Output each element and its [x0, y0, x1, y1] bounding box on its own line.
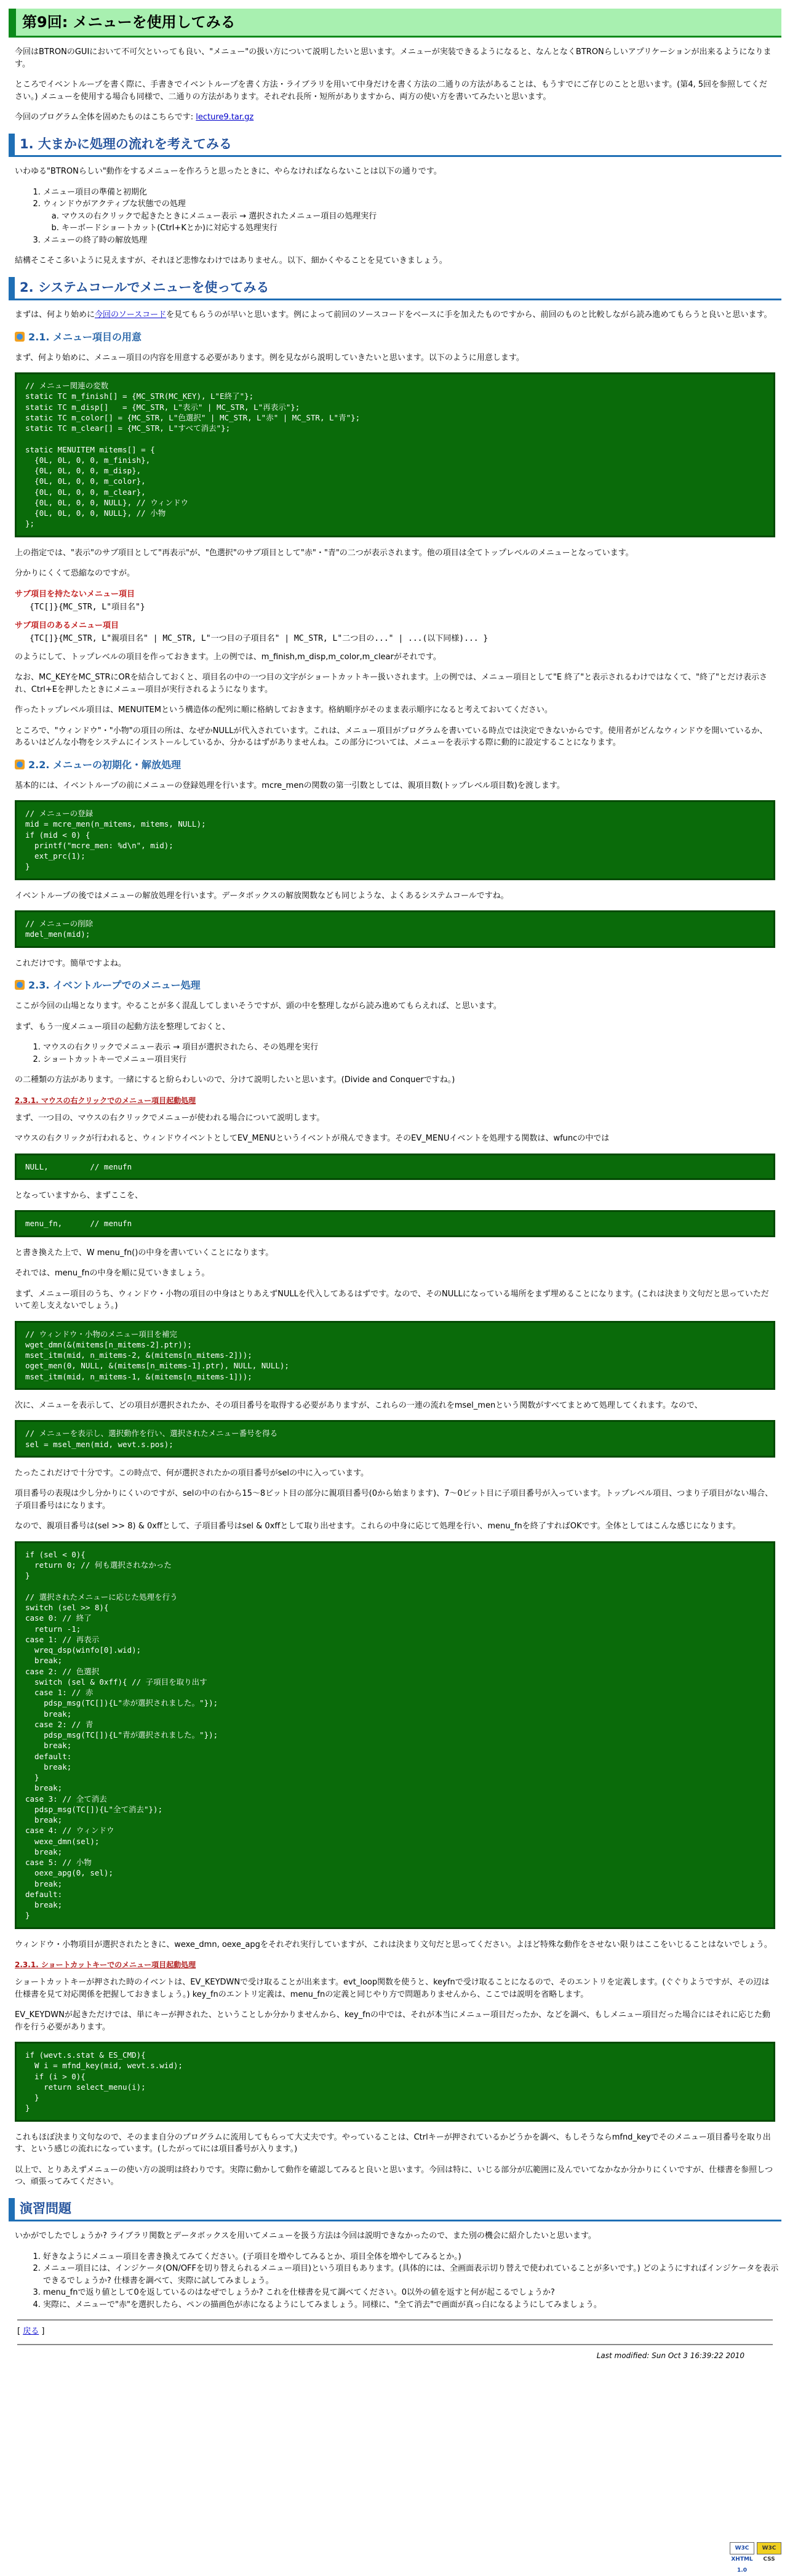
subsubsection-mouse-heading: 2.3.1. マウスの右クリックでのメニュー項目起動処理	[15, 1096, 196, 1105]
source-line-prefix: 今回のプログラム全体を固めたものはこちらです:	[15, 113, 196, 122]
paragraph: EV_KEYDWNが起きただけでは、単にキーが押された、ということしか分かりませんから、key_fnの中では、それが本当にメニュー項目だったか、などを調べ、もしメニュー項目だった場合にはそれに応じた動作を行う必要があります。	[15, 2010, 770, 2032]
code-block: // メニューの削除 mdel_men(mid);	[15, 910, 775, 948]
substep-item: a. マウスの右クリックで起きたときにメニュー表示 → 選択されたメニュー項目の処理実行	[62, 211, 781, 223]
section-1-heading: 1. 大まかに処理の流れを考えてみる	[9, 134, 781, 158]
code-block: menu_fn, // menufn	[15, 1210, 775, 1237]
back-nav: [ 戻る ]	[17, 2327, 45, 2336]
note-title: サブ項目のあるメニュー項目	[15, 620, 119, 630]
source-code-link[interactable]: 今回のソースコード	[95, 310, 167, 319]
exercises-lead: いかがでしたでしょうか? ライブラリ関数とデータボックスを用いてメニューを扱う方法は今回は説明できなかったので、また別の機会に紹介したいと思います。	[15, 2231, 596, 2241]
subsection-2-1-heading	[9, 330, 781, 345]
paragraph: となっていますから、まずここを、	[15, 1190, 143, 1200]
paragraph: これだけです。簡単ですよね。	[15, 958, 126, 968]
section-2-lead	[9, 309, 781, 321]
paragraph: まず、メニュー項目のうち、ウィンドウ・小物の項目の中身はとりあえずNULLを代入してあるはずです。なので、そのNULLになっている場所をまず埋めることになります。(これは決まり文句だと思っていただいて差し支えないでしょう。)	[15, 1289, 769, 1310]
intro-paragraph-2: ところでイベントループを書く際に、手書きでイベントループを書く方法・ライブラリを用いて中身だけを書く方法の二通りの方法があることは、もうすでにご存じのことと思います。(第4, 5回を参照してください。) メニューを使用する場合も同様で、二通りの方法があります。それぞれ長所・短所がありますから、両方の使い方を書いてみたいと思います。	[15, 80, 768, 102]
exercise-item: 1. 好きなようにメニュー項目を書き換えてみてください。(子項目を増やしてみるとか、項目全体を増やしてみるとか。)	[43, 2251, 781, 2263]
paragraph: ウィンドウ・小物項目が選択されたときに、wexe_dmn, oexe_apgをそれぞれ実行していますが、これは決まり文句だと思ってください。よほど特殊な動作をさせない限りはここをいじることはないでしょう。	[15, 1940, 772, 1949]
paragraph: マウスの右クリックが行われると、ウィンドウイベントとしてEV_MENUというイベントが飛んできます。そのEV_MENUイベントを処理する関数は、wfuncの中では	[15, 1134, 610, 1143]
exercise-list	[9, 2251, 781, 2311]
subsection-2-2-heading	[9, 758, 781, 772]
subsection-title: 2.1. メニュー項目の用意	[28, 331, 142, 343]
paragraph: 基本的には、イベントループの前にメニューの登録処理を行います。mcre_menの関数の第一引数としては、親項目数(トップレベル項目数)を渡します。	[15, 780, 565, 790]
paragraph: まず、一つ目の、マウスの右クリックでメニューが使われる場合について説明します。	[15, 1113, 325, 1123]
step-item: 3. メニューの終了時の解放処理	[43, 235, 781, 247]
section-2-heading: 2. システムコールでメニューを使ってみる	[9, 277, 781, 301]
bullet-icon	[15, 760, 25, 769]
paragraph: 次に、メニューを表示して、どの項目が選択されたか、その項目番号を取得する必要がありますが、これらの一連の流れをmsel_menという関数がすべてまとめて処理してくれます。なので、	[15, 1400, 703, 1410]
paragraph: これもほぼ決まり文句なので、そのまま自分のプログラムに流用してもらって大丈夫です。やっていることは、Ctrlキーが押されているかどうかを調べ、もしそうならmfnd_keyでそのメニュー項目番号を取り出す、という感じの流れになっています。(したがってiには項目番号が入ります。)	[15, 2132, 771, 2154]
code-block: if (wevt.s.stat & ES_CMD){ W i = mfnd_key(mid, wevt.s.wid); if (i > 0){ return select_menu(i); } }	[15, 2042, 775, 2122]
section-1-lead: いわゆる"BTRONらしい"動作をするメニューを作ろうと思ったときに、やらなければならないことは以下の通りです。	[15, 167, 442, 176]
paragraph: 以上で、とりあえずメニューの使い方の説明は終わりです。実際に動かして動作を確認してみると良いと思います。今回は特に、いじる部分が広範囲に及んでいてなかなか分かりにくいですが、仕様書を参照しつつ、頑張ってみてください。	[15, 2165, 773, 2186]
divider	[17, 2344, 773, 2345]
validator-badges	[730, 2542, 781, 2574]
code-block: // メニューを表示し、選択動作を行い、選択されたメニュー番号を得る sel = msel_men(mid, wevt.s.pos);	[15, 1420, 775, 1458]
paragraph: ところで、"ウィンドウ"・"小物"の項目の所は、なぜかNULLが代入されています。これは、メニュー項目がプログラムを書いている時点では決定できないからです。使用者がどんなウィンドウを開いているか、あるいはどんな小物をシステムにインストールしているか、分かるはずがありませんね。この部分については、メニューを表示する際に動的に設定することになります。	[15, 726, 768, 747]
paragraph: の二種類の方法があります。一緒にすると紛らわしいので、分けて説明したいと思います。(Divide and Conquerですね。)	[15, 1075, 455, 1085]
subsection-title: 2.2. メニューの初期化・解放処理	[28, 758, 181, 771]
lead-text: を見てもらうのが早いと思います。例によって前回のソースコードをベースに手を加えたものですから、前回のものと比較しながら読み進めてもらうと良いと思います。	[166, 310, 772, 319]
method-item: 1. マウスの右クリックでメニュー表示 → 項目が選択されたら、その処理を実行	[43, 1041, 781, 1054]
paragraph: それでは、menu_fnの中身を順に見ていきましょう。	[15, 1269, 210, 1278]
lead-text: まずは、何より始めに	[15, 310, 95, 319]
paragraph: イベントループの後ではメニューの解放処理を行います。データボックスの解放関数なども同じような、よくあるシステムコールですね。	[15, 891, 509, 901]
paragraph: 項目番号の表現は少し分かりにくいのですが、selの中の右から15〜8ビット目の部分に親項目番号(0から始まります)、7〜0ビット目に子項目番号が入っています。トップレベル項目、つまり子項目がない場合、子項目番号はになります。	[15, 1489, 773, 1511]
source-download-link[interactable]: lecture9.tar.gz	[196, 113, 254, 122]
divider	[17, 2319, 773, 2321]
source-line	[9, 111, 781, 124]
note-title: サブ項目を持たないメニュー項目	[15, 589, 135, 599]
section-1-trail: 結構そこそこ多いように見えますが、それほど悲惨なわけではありません。以下、細かくやることを見ていきましょう。	[15, 256, 447, 265]
note-body: {TC[]}{MC_STR, L"親項目名" | MC_STR, L"一つ目の子項目名" | MC_STR, L"二つ目の..." | ...(以下同様)... }	[30, 634, 489, 643]
paragraph: のようにして、トップレベルの項目を作っておきます。上の例では、m_finish,m_disp,m_color,m_clearがそれです。	[15, 652, 441, 662]
intro-paragraph-1: 今回はBTRONのGUIにおいて不可欠といっても良い、"メニュー"の扱い方について説明したいと思います。メニューが実装できるようになると、なんとなくBTRONらしいアプリケーションが出来るようになります。	[15, 47, 772, 69]
subsection-title: 2.3. イベントループでのメニュー処理	[28, 979, 201, 991]
paragraph: たったこれだけで十分です。この時点で、何が選択されたかの項目番号がselの中に入っています。	[15, 1468, 369, 1478]
exercise-item: 2. メニュー項目には、インジケータ(ON/OFFを切り替えられるメニュー項目)という項目もあります。(具体的には、全画面表示切り替えで使われていることが多いです。) どのようにすればインジケータを表示できるでしょうか? 仕様書を調べて、実際に試してみましょう。	[43, 2263, 781, 2287]
back-link[interactable]: 戻る	[23, 2327, 39, 2336]
code-block: // メニューの登録 mid = mcre_men(n_mitems, mitems, NULL); if (mid < 0) { printf("mcre_men: %d\n", mid); ext_prc(1); }	[15, 800, 775, 880]
substep-item: b. キーボードショートカット(Ctrl+Kとか)に対応する処理実行	[62, 222, 781, 235]
method-list	[9, 1041, 781, 1065]
paragraph: 上の指定では、"表示"のサブ項目として"再表示"が、"色選択"のサブ項目として"赤"・"青"の二つが表示されます。他の項目は全てトップレベルのメニューとなっています。	[15, 548, 634, 558]
step-item	[43, 198, 781, 235]
page-title: 第9回: メニューを使用してみる	[9, 9, 781, 38]
bullet-icon	[15, 332, 25, 342]
last-modified: Last modified: Sun Oct 3 16:39:22 2010	[596, 2351, 744, 2360]
paragraph: まず、もう一度メニュー項目の起動方法を整理しておくと、	[15, 1022, 230, 1032]
paragraph: なお、MC_KEYをMC_STRにORを結合しておくと、項目名の中の一つ目の文字がショートカットキー扱いされます。上の例では、メニュー項目として"E 終了"と表示されるわけではなくて、"終了"とだけ表示され、Ctrl+Eを押したときにメニュー項目が実行されるようになります。	[15, 673, 767, 694]
note-body: {TC[]}{MC_STR, L"項目名"}	[30, 603, 145, 612]
paragraph: ここが今回の山場となります。やることが多く混乱してしまいそうですが、頭の中を整理しながら読み進めてもらえれば、と思います。	[15, 1001, 501, 1011]
code-block: NULL, // menufn	[15, 1154, 775, 1180]
exercise-item: 3. menu_fnで返り値として0を返しているのはなぜでしょうか? これを仕様書を見て調べてください。0以外の値を返すと何が起こるでしょうか?	[43, 2287, 781, 2299]
paragraph: 分かりにくくて恐縮なのですが。	[15, 569, 135, 578]
css-badge[interactable]: W3C CSS	[757, 2542, 781, 2554]
w3c-badge[interactable]: W3C XHTML 1.0	[730, 2542, 754, 2554]
step-item-label: ウィンドウがアクティブな状態での処理	[43, 199, 186, 209]
subsubsection-key-heading: 2.3.1. ショートカットキーでのメニュー項目起動処理	[15, 1960, 196, 1969]
paragraph: なので、親項目番号は(sel >> 8) & 0xffとして、子項目番号はsel & 0xffとして取り出せます。これらの中身に応じて処理を行い、menu_fnを終了すればOKです。全体としてはこんな感じになります。	[15, 1522, 741, 1531]
step-item: 1. メニュー項目の準備と初期化	[43, 187, 781, 199]
code-block: if (sel < 0){ return 0; // 何も選択されなかった } // 選択されたメニューに応じた処理を行う switch (sel >> 8){ case 0: // 終了 return -1; case 1: // 再表示 wreq_dsp(winfo[0].wid); break; case 2: // 色選択 switch (sel & 0xff){ // 子項目を取り出す case 1: // 赤 pdsp_msg(TC[]){L"赤が選択されました。"}); break; case 2: // 青 pdsp_msg(TC[]){L"青が選択されました。"}); break; default: break; } break; case 3: // 全て消去 pdsp_msg(TC[]){L"全て消去"}); break; case 4: // ウィンドウ wexe_dmn(sel); break; case 5: // 小物 oexe_apg(0, sel); break; default: break; }	[15, 1541, 775, 1929]
paragraph: と書き換えた上で、W menu_fn()の中身を書いていくことになります。	[15, 1248, 274, 1258]
paragraph: ショートカットキーが押された時のイベントは、EV_KEYDWNで受け取ることが出来ます。evt_loop関数を使うと、keyfnで受け取ることになるので、そのエントリを定義します。(ぐぐりようですが、その辺は仕様書を見て対応関係を把握しておきましょう。) key_fnのエントリ定義は、menu_fnの定義と同じやり方で問題ありませんから、ここでは説明を省略します。	[15, 1978, 770, 1999]
paragraph: 作ったトップレベル項目は、MENUITEMという構造体の配列に順に格納しておきます。格納順序がそのまま表示順序になると考えておいてください。	[15, 705, 553, 715]
bullet-icon	[15, 980, 25, 990]
paragraph: まず、何より始めに、メニュー項目の内容を用意する必要があります。例を見ながら説明していきたいと思います。以下のように用意します。	[15, 353, 524, 363]
exercises-heading: 演習問題	[9, 2198, 781, 2222]
section-1-steps	[9, 187, 781, 247]
method-item: 2. ショートカットキーでメニュー項目実行	[43, 1054, 781, 1066]
exercise-item: 4. 実際に、メニューで"赤"を選択したら、ペンの描画色が赤になるようにしてみましょう。同様に、"全て消去"で画面が真っ白になるようにしてみましょう。	[43, 2299, 781, 2311]
substeps	[43, 211, 781, 235]
code-block: // ウィンドウ・小物のメニュー項目を補完 wget_dmn(&(mitems[n_mitems-2].ptr)); mset_itm(mid, n_mitems-2, &(mitems[n_mitems-2])); oget_men(0, NULL, &(mitems[n_mitems-1].ptr), NULL, NULL); mset_itm(mid, n_mitems-1, &(mitems[n_mitems-1]));	[15, 1321, 775, 1390]
subsection-2-3-heading	[9, 978, 781, 993]
code-block: // メニュー関連の変数 static TC m_finish[] = {MC_STR(MC_KEY), L"E終了"}; static TC m_disp[] = {MC_STR, L"表示" | MC_STR, L"再表示"}; static TC m_color[] = {MC_STR, L"色選択" | MC_STR, L"赤" | MC_STR, L"青"}; static TC m_clear[] = {MC_STR, L"すべて消去"}; static MENUITEM mitems[] = { {0L, 0L, 0, 0, m_finish}, {0L, 0L, 0, 0, m_disp}, {0L, 0L, 0, 0, m_color}, {0L, 0L, 0, 0, m_clear}, {0L, 0L, 0, 0, NULL}, // ウィンドウ {0L, 0L, 0, 0, NULL}, // 小物 };	[15, 372, 775, 537]
